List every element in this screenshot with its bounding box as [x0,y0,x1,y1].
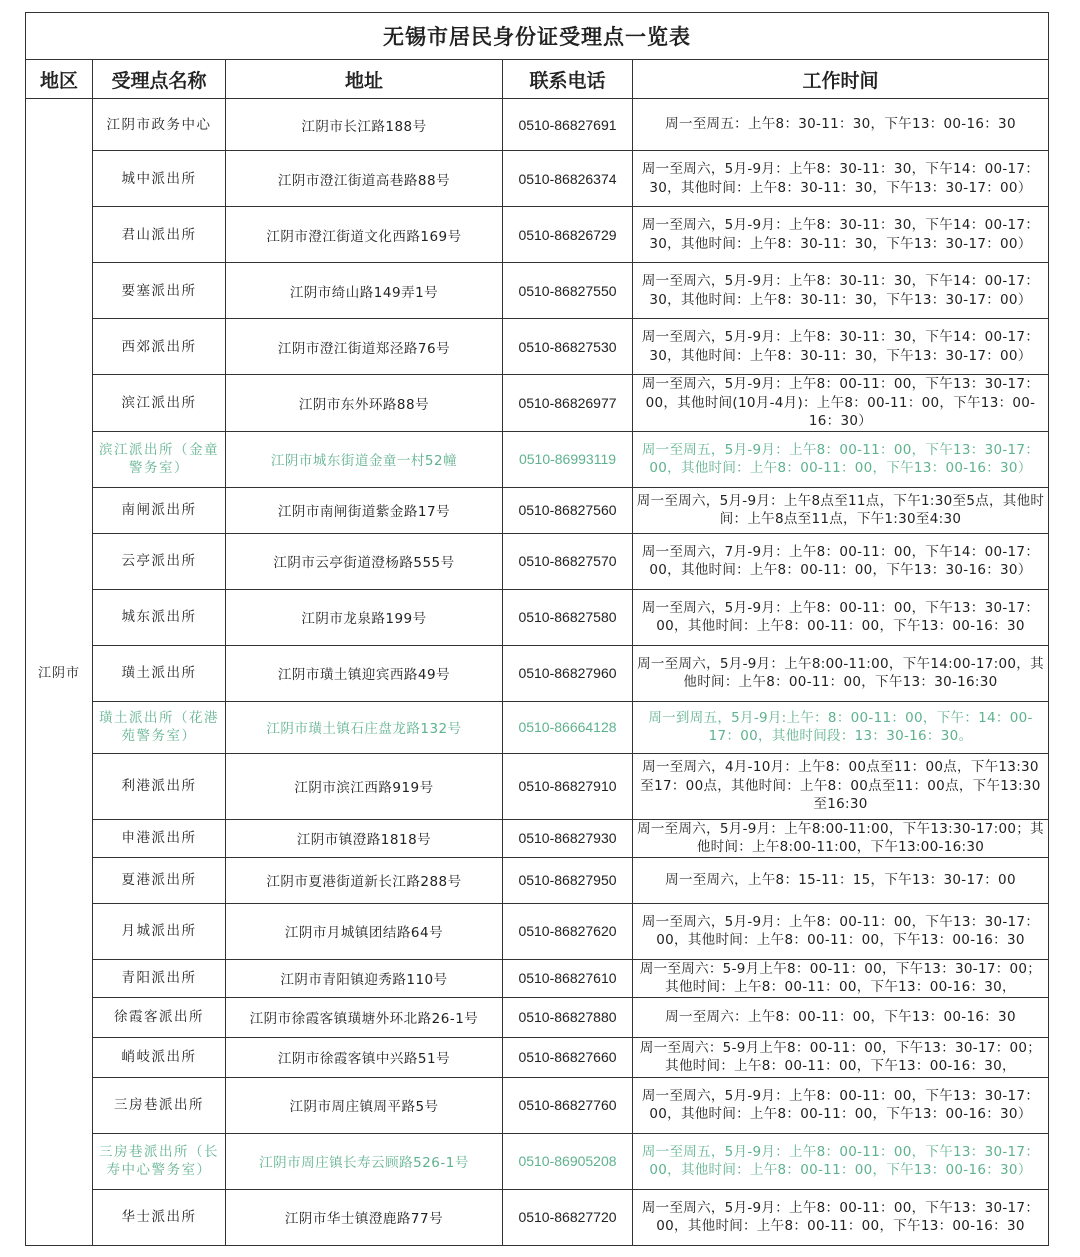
header-hours: 工作时间 [633,60,1049,99]
header-name: 受理点名称 [93,60,226,99]
address-cell: 江阴市璜土镇迎宾西路49号 [226,645,503,701]
hours-cell: 周一至周六：5-9月上午8：00-11：00，下午13：30-17：00；其他时间：上午8：00-11：00，下午13：00-16：30， [633,1037,1049,1077]
hours-cell: 周一至周六，5月-9月：上午8:00-11:00，下午14:00-17:00，其他时间：上午8：00-11：00，下午13：30-16:30 [633,645,1049,701]
table-row [26,207,1049,263]
region-cell: 江阴市 [26,99,93,1246]
hours-cell: 周一至周六，5月-9月：上午8:00-11:00，下午13:30-17:00；其他时间：上午8:00-11:00，下午13:00-16:30 [633,819,1049,857]
office-name-cell: 要塞派出所 [93,263,226,319]
table-row [26,375,1049,432]
table-title: 无锡市居民身份证受理点一览表 [26,13,1049,60]
hours-cell: 周一至周六，5月-9月：上午8：30-11：30，下午14：00-17：30，其他时间：上午8：30-11：30，下午13：30-17：00） [633,207,1049,263]
phone-cell: 0510-86827550 [503,263,633,319]
address-cell: 江阴市月城镇团结路64号 [226,903,503,959]
header-phone: 联系电话 [503,60,633,99]
office-name-cell: 华士派出所 [93,1189,226,1245]
address-cell: 江阴市南闸街道紫金路17号 [226,487,503,533]
phone-cell: 0510-86827760 [503,1077,633,1133]
table-row [26,1037,1049,1077]
office-name-cell: 璜土派出所 [93,645,226,701]
table-row [26,151,1049,207]
phone-cell: 0510-86827580 [503,589,633,645]
office-name-cell: 璜土派出所（花港苑警务室） [93,701,226,753]
phone-cell: 0510-86827720 [503,1189,633,1245]
table-row [26,701,1049,753]
header-address: 地址 [226,60,503,99]
address-cell: 江阴市滨江西路919号 [226,753,503,819]
phone-cell: 0510-86993119 [503,431,633,487]
phone-cell: 0510-86827570 [503,533,633,589]
address-cell: 江阴市徐霞客镇中兴路51号 [226,1037,503,1077]
office-name-cell: 徐霞客派出所 [93,997,226,1037]
id-card-office-table [25,12,1049,1246]
hours-cell: 周一至周六，5月-9月：上午8：30-11：30，下午14：00-17：30，其他时间：上午8：30-11：30，下午13：30-17：00） [633,151,1049,207]
hours-cell: 周一至周五，5月-9月：上午8：00-11：00，下午13：30-17：00，其他时间：上午8：00-11：00，下午13：00-16：30） [633,431,1049,487]
address-cell: 江阴市澄江街道郑泾路76号 [226,319,503,375]
office-name-cell: 滨江派出所 [93,375,226,432]
header-row [26,60,1049,99]
address-cell: 江阴市周庄镇周平路5号 [226,1077,503,1133]
address-cell: 江阴市澄江街道文化西路169号 [226,207,503,263]
office-name-cell: 月城派出所 [93,903,226,959]
office-name-cell: 滨江派出所（金童警务室） [93,431,226,487]
hours-cell: 周一至周六，7月-9月：上午8：00-11：00，下午14：00-17：00，其他时间：上午8：00-11：00，下午13：30-16：30） [633,533,1049,589]
address-cell: 江阴市龙泉路199号 [226,589,503,645]
phone-cell: 0510-86827620 [503,903,633,959]
hours-cell: 周一至周六，5月-9月：上午8：00-11：00，下午13：30-17：00，其他时间：上午8：00-11：00，下午13：00-16：30 [633,903,1049,959]
hours-cell: 周一至周六，5月-9月：上午8：30-11：30，下午14：00-17：30，其他时间：上午8：30-11：30，下午13：30-17：00） [633,319,1049,375]
office-name-cell: 三房巷派出所 [93,1077,226,1133]
phone-cell: 0510-86827930 [503,819,633,857]
office-name-cell: 峭岐派出所 [93,1037,226,1077]
hours-cell: 周一至周六，5月-9月：上午8：00-11：00，下午13：30-17：00，其他时间：上午8：00-11：00，下午13：00-16：30 [633,1189,1049,1245]
address-cell: 江阴市长江路188号 [226,99,503,151]
address-cell: 江阴市镇澄路1818号 [226,819,503,857]
office-name-cell: 西郊派出所 [93,319,226,375]
office-name-cell: 三房巷派出所（长寿中心警务室） [93,1133,226,1189]
table-row [26,997,1049,1037]
address-cell: 江阴市澄江街道高巷路88号 [226,151,503,207]
office-name-cell: 南闸派出所 [93,487,226,533]
hours-cell: 周一至周六，5月-9月：上午8：00-11：00，下午13：30-17：00，其他时间(10月-4月)：上午8：00-11：00，下午13：00-16：30） [633,375,1049,432]
address-cell: 江阴市徐霞客镇璜塘外环北路26-1号 [226,997,503,1037]
address-cell: 江阴市城东街道金童一村52幢 [226,431,503,487]
phone-cell: 0510-86826374 [503,151,633,207]
table-row [26,533,1049,589]
office-name-cell: 城东派出所 [93,589,226,645]
address-cell: 江阴市绮山路149弄1号 [226,263,503,319]
address-cell: 江阴市华士镇澄鹿路77号 [226,1189,503,1245]
phone-cell: 0510-86827560 [503,487,633,533]
hours-cell: 周一至周六：5-9月上午8：00-11：00，下午13：30-17：00；其他时间：上午8：00-11：00，下午13：00-16：30， [633,959,1049,997]
table-row [26,263,1049,319]
office-name-cell: 云亭派出所 [93,533,226,589]
office-name-cell: 城中派出所 [93,151,226,207]
address-cell: 江阴市夏港街道新长江路288号 [226,857,503,903]
phone-cell: 0510-86827880 [503,997,633,1037]
office-name-cell: 利港派出所 [93,753,226,819]
office-name-cell: 江阴市政务中心 [93,99,226,151]
hours-cell: 周一至周五，5月-9月：上午8：00-11：00，下午13：30-17：00，其他时间：上午8：00-11：00，下午13：00-16：30） [633,1133,1049,1189]
table-row [26,903,1049,959]
table-row [26,99,1049,151]
phone-cell: 0510-86826729 [503,207,633,263]
phone-cell: 0510-86827960 [503,645,633,701]
phone-cell: 0510-86827530 [503,319,633,375]
hours-cell: 周一至周六，5月-9月：上午8：00-11：00，下午13：30-17：00，其他时间：上午8：00-11：00，下午13：00-16：30） [633,1077,1049,1133]
hours-cell: 周一至周六，5月-9月：上午8：30-11：30，下午14：00-17：30，其他时间：上午8：30-11：30，下午13：30-17：00） [633,263,1049,319]
hours-cell: 周一至周六：上午8：00-11：00，下午13：00-16：30 [633,997,1049,1037]
hours-cell: 周一至周五：上午8：30-11：30，下午13：00-16：30 [633,99,1049,151]
table-row [26,487,1049,533]
document-page [25,12,1048,1246]
table-row [26,959,1049,997]
table-row [26,819,1049,857]
phone-cell: 0510-86827691 [503,99,633,151]
address-cell: 江阴市青阳镇迎秀路110号 [226,959,503,997]
table-row [26,645,1049,701]
office-name-cell: 申港派出所 [93,819,226,857]
table-row [26,1189,1049,1245]
office-name-cell: 青阳派出所 [93,959,226,997]
hours-cell: 周一至周六，5月-9月：上午8：00-11：00，下午13：30-17：00，其他时间：上午8：00-11：00，下午13：00-16：30 [633,589,1049,645]
table-row [26,319,1049,375]
address-cell: 江阴市璜土镇石庄盘龙路132号 [226,701,503,753]
hours-cell: 周一到周五，5月-9月:上午：8：00-11：00，下午：14：00-17：00，其他时间段：13：30-16：30。 [633,701,1049,753]
hours-cell: 周一至周六，5月-9月：上午8点至11点，下午1:30至5点，其他时间：上午8点至11点，下午1:30至4:30 [633,487,1049,533]
hours-cell: 周一至周六，上午8：15-11：15，下午13：30-17：00 [633,857,1049,903]
address-cell: 江阴市东外环路88号 [226,375,503,432]
table-row [26,753,1049,819]
table-row [26,589,1049,645]
office-name-cell: 君山派出所 [93,207,226,263]
table-row [26,431,1049,487]
hours-cell: 周一至周六，4月-10月：上午8：00点至11：00点，下午13:30至17：00点，其他时间：上午8：00点至11：00点，下午13:30至16:30 [633,753,1049,819]
table-row [26,1077,1049,1133]
phone-cell: 0510-86664128 [503,701,633,753]
header-region: 地区 [26,60,93,99]
phone-cell: 0510-86827910 [503,753,633,819]
phone-cell: 0510-86826977 [503,375,633,432]
phone-cell: 0510-86905208 [503,1133,633,1189]
phone-cell: 0510-86827610 [503,959,633,997]
phone-cell: 0510-86827660 [503,1037,633,1077]
table-row [26,857,1049,903]
table-row [26,1133,1049,1189]
office-name-cell: 夏港派出所 [93,857,226,903]
phone-cell: 0510-86827950 [503,857,633,903]
address-cell: 江阴市云亭街道澄杨路555号 [226,533,503,589]
address-cell: 江阴市周庄镇长寿云顾路526-1号 [226,1133,503,1189]
